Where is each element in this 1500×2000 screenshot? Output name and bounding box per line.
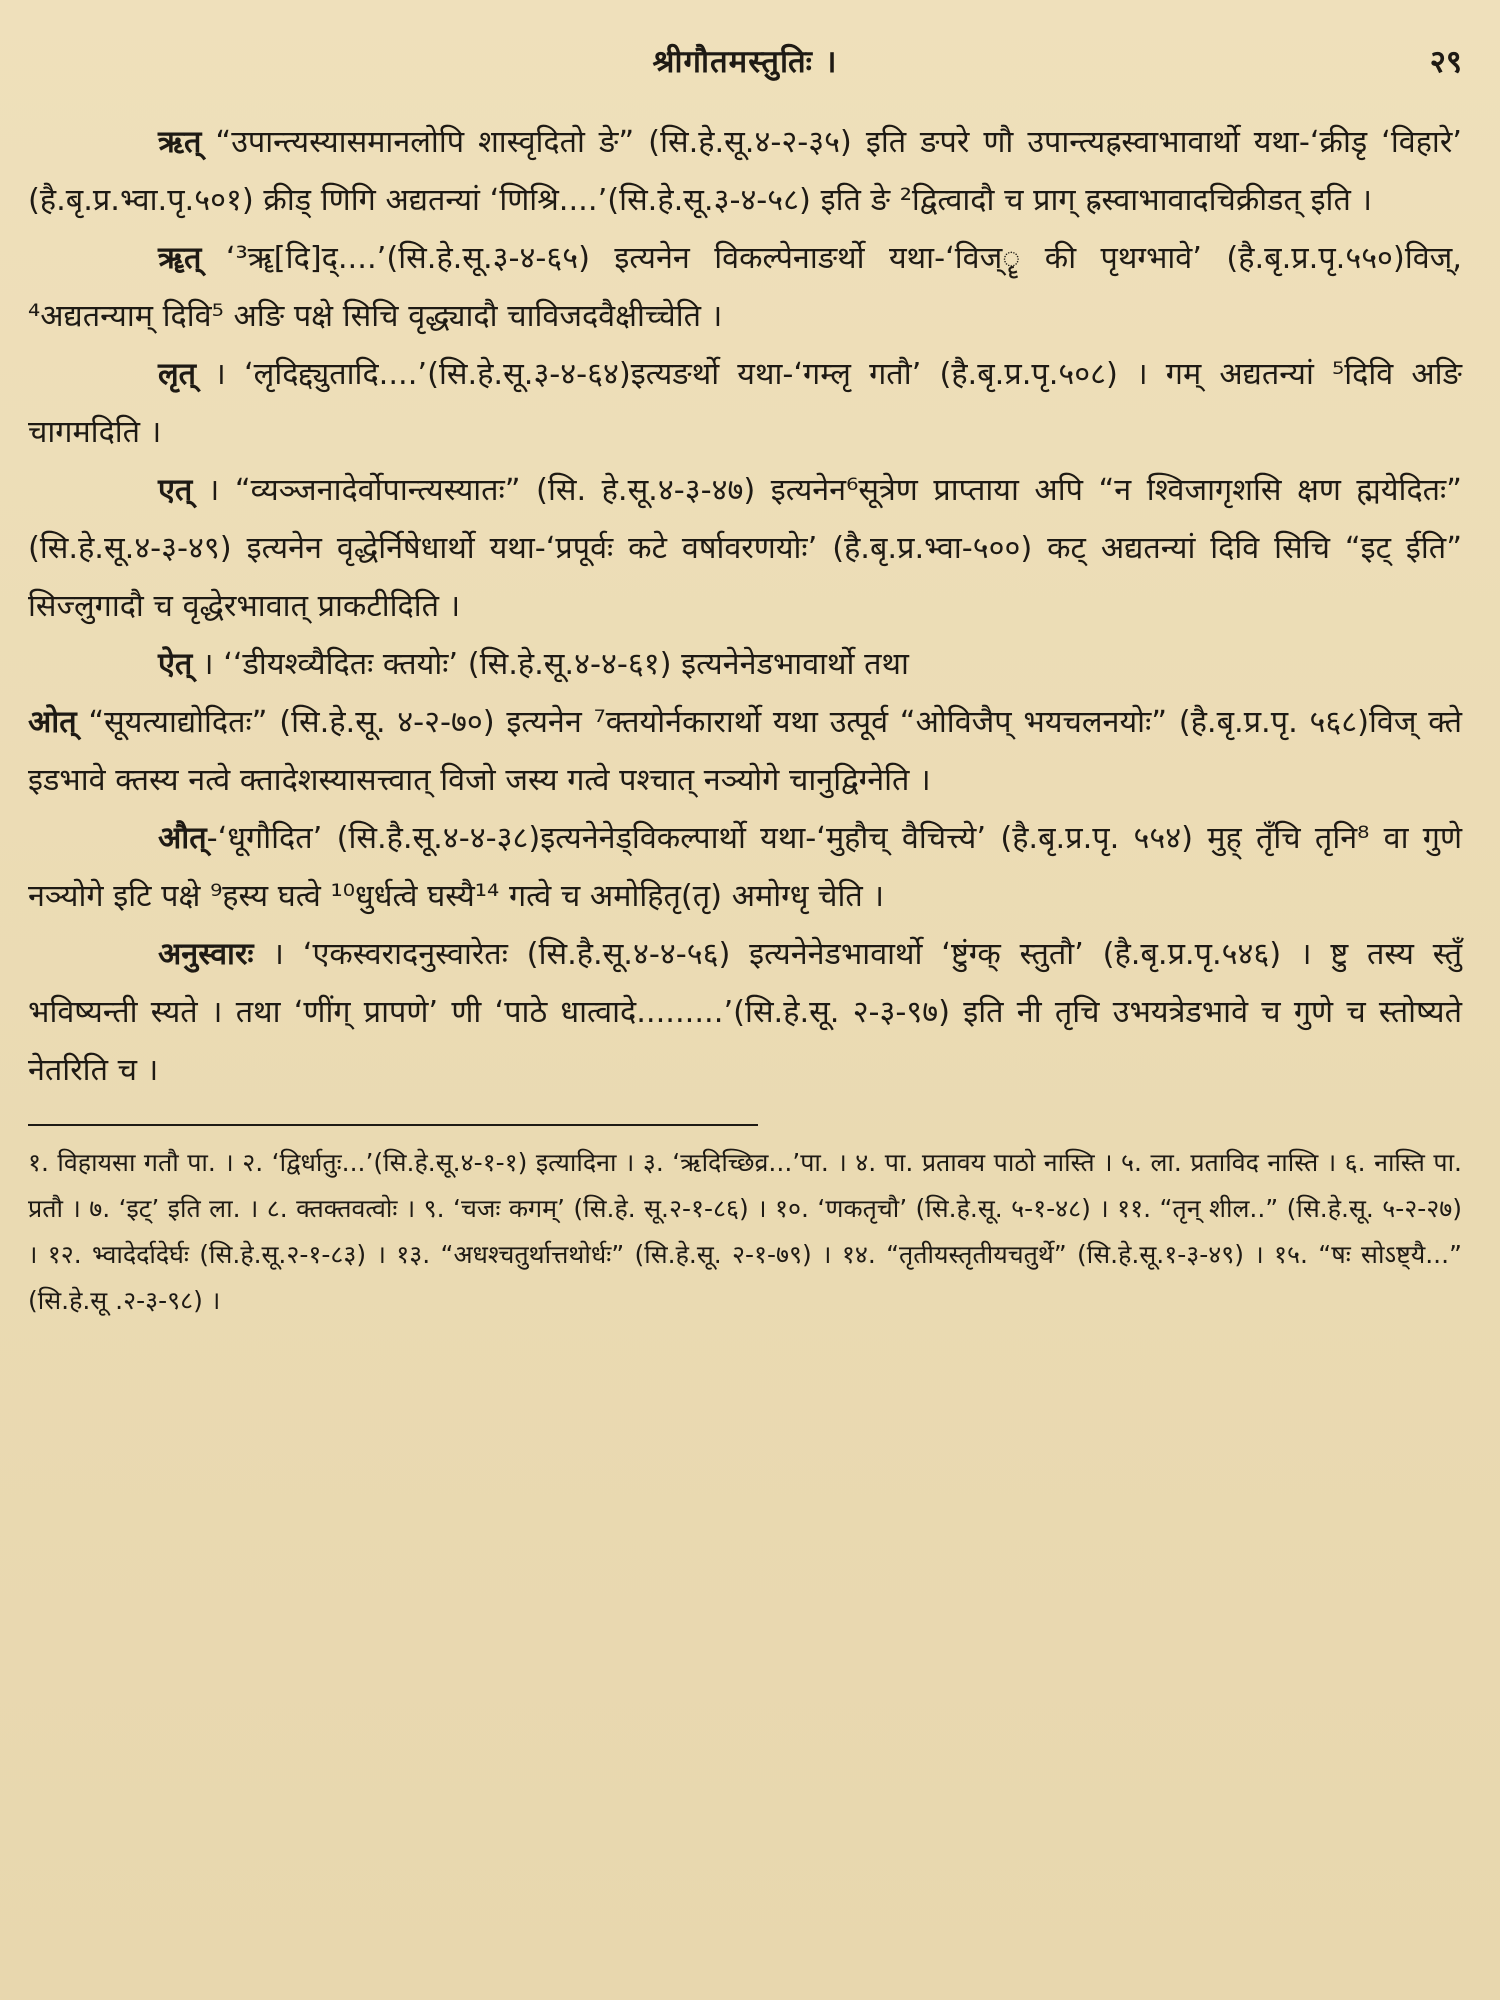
paragraph-heading: लृत् — [158, 357, 197, 392]
page-header — [28, 40, 1462, 104]
paragraph-et — [28, 462, 1462, 636]
footnote-divider — [28, 1124, 758, 1126]
body-text — [28, 114, 1462, 1100]
paragraph-heading: ऋत् — [158, 125, 202, 160]
paragraph-text: । ‘लृदिद्द्युतादि....’(सि.हे.सू.३-४-६४)इत्यङर्थो यथा-‘गम्लृ गतौ’ (है.बृ.प्र.पृ.५०८) । गम् अद्यतन्यां ⁵दिवि अङि चागमदिति । — [28, 357, 1462, 450]
paragraph-heading: ॠत् — [158, 241, 202, 276]
running-title: श्रीगौतमस्तुतिः । — [652, 44, 838, 80]
footnotes: १. विहायसा गतौ पा. । २. ‘द्विर्धातुः...’(सि.हे.सू.४-१-१) इत्यादिना । ३. ‘ऋदिच्छिव्र...’पा. । ४. पा. प्रतावय पाठो नास्ति । ५. ला. प्रताविद नास्ति । ६. नास्ति पा. प्रतौ । ७. ‘इट्’ इति ला. । ८. क्तक्तवत्वोः । ९. ‘चजः कगम्’ (सि.हे. सू.२-१-८६) । १०. ‘णकतृचौ’ (सि.हे.सू. ५-१-४८) । ११. “तृन् शील..” (सि.हे.सू. ५-२-२७) । १२. भ्वादेर्दादेर्घः (सि.हे.सू.२-१-८३) । १३. “अधश्चतुर्थात्तथोर्धः” (सि.हे.सू. २-१-७९) । १४. “तृतीयस्तृतीयचतुर्थे” (सि.हे.सू.१-३-४९) । १५. “षः सोऽष्ट्यै...” (सि.हे.सू .२-३-९८) । — [28, 1148, 1462, 1315]
paragraph-heading: अनुस्वारः — [158, 937, 254, 972]
paragraph-lrit — [28, 346, 1462, 462]
paragraph-heading: ऐत् — [158, 647, 193, 682]
paragraph-ait — [28, 636, 1462, 694]
paragraph-text: -‘धूगौदित’ (सि.है.सू.४-४-३८)इत्यनेनेड्विकल्पार्थो यथा-‘मुहौच् वैचित्त्ये’ (है.बृ.प्र.पृ. ५५४) मुह् तृँचि तृनि⁸ वा गुणे नञ्योगे इटि पक्षे ⁹हस्य घत्वे ¹⁰धुर्धत्वे घस्यै¹⁴ गत्वे च अमोहितृ(तृ) अमोग्धृ चेति । — [28, 821, 1462, 914]
paragraph-heading: ओत् — [28, 705, 77, 740]
paragraph-text: ‘³ॠ[दि]द्....’(सि.हे.सू.३-४-६५) इत्यनेन विकल्पेनाङर्थो यथा-‘विज्ॄ की पृथग्भावे’ (है.बृ.प्र.पृ.५५०)विज्, ⁴अद्यतन्याम् दिवि⁵ अङि पक्षे सिचि वृद्ध्यादौ चाविजदवैक्षीच्चेति । — [28, 241, 1462, 334]
paragraph-text: “उपान्त्यस्यासमानलोपि शास्वृदितो ङे” (सि.हे.सू.४-२-३५) इति ङपरे णौ उपान्त्यह्रस्वाभावार्थो यथा-‘क्रीडृ ‘विहारे’ (है.बृ.प्र.भ्वा.पृ.५०१) क्रीड् णिगि अद्यतन्यां ‘णिश्रि....’(सि.हे.सू.३-४-५८) इति ङे ²द्वित्वादौ च प्राग् ह्रस्वाभावादचिक्रीडत् इति । — [28, 125, 1462, 218]
paragraph-rit — [28, 114, 1462, 230]
paragraph-heading: एत् — [158, 473, 193, 508]
paragraph-text: । ‘‘डीयश्व्यैदितः क्तयोः’ (सि.हे.सू.४-४-६१) इत्यनेनेडभावार्थो तथा — [192, 647, 909, 682]
paragraph-heading: औत् — [158, 821, 207, 856]
paragraph-anusvara — [28, 926, 1462, 1100]
paragraph-ot — [28, 694, 1462, 810]
paragraph-text: । ‘एकस्वरादनुस्वारेतः (सि.है.सू.४-४-५६) इत्यनेनेडभावार्थो ‘ष्टुंग्क् स्तुतौ’ (है.बृ.प्र.पृ.५४६) । ष्टु तस्य स्तुँ भविष्यन्ती स्यते । तथा ‘णींग् प्रापणे’ णी ‘पाठे धात्वादे.........’(सि.हे.सू. २-३-९७) इति नी तृचि उभयत्रेडभावे च गुणे च स्तोष्यते नेतरिति च । — [28, 937, 1462, 1088]
paragraph-text: “सूयत्याद्योदितः” (सि.हे.सू. ४-२-७०) इत्यनेन ⁷क्तयोर्नकारार्थो यथा उत्पूर्व “ओविजैप् भयचलनयोः” (है.बृ.प्र.पृ. ५६८)विज् क्ते इडभावे क्तस्य नत्वे क्तादेशस्यासत्त्वात् विजो जस्य गत्वे पश्चात् नञ्योगे चानुद्विग्नेति । — [28, 705, 1462, 798]
paragraph-aut — [28, 810, 1462, 926]
page-number: २९ — [1429, 44, 1462, 80]
paragraph-rrit — [28, 230, 1462, 346]
paragraph-text: । “व्यञ्जनादेर्वोपान्त्यस्यातः” (सि. हे.सू.४-३-४७) इत्यनेन⁶सूत्रेण प्राप्ताया अपि “न श्विजागृशसि क्षण ह्मयेदितः” (सि.हे.सू.४-३-४९) इत्यनेन वृद्धेर्निषेधार्थो यथा-‘प्रपूर्वः कटे वर्षावरणयोः’ (है.बृ.प्र.भ्वा-५००) कट् अद्यतन्यां दिवि सिचि “इट् ईति” सिज्लुगादौ च वृद्धेरभावात् प्राकटीदिति । — [28, 473, 1462, 624]
